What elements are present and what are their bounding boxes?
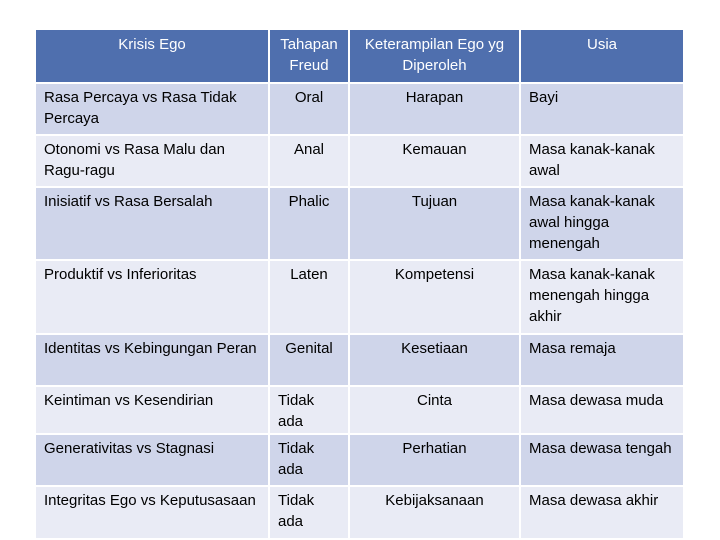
table-row <box>36 486 684 539</box>
cell-krisis-ego: Identitas vs Kebingungan Peran <box>36 334 269 386</box>
header-keterampilan-ego: Keterampilan Ego yg Diperoleh <box>349 30 520 83</box>
cell-tahapan-freud: Tidak ada <box>269 386 349 434</box>
cell-keterampilan-ego: Kesetiaan <box>349 334 520 386</box>
cell-usia: Masa dewasa akhir <box>520 486 684 539</box>
table-row <box>36 386 684 434</box>
cell-krisis-ego: Keintiman vs Kesendirian <box>36 386 269 434</box>
cell-keterampilan-ego: Tujuan <box>349 187 520 260</box>
cell-usia: Masa dewasa tengah <box>520 434 684 486</box>
cell-keterampilan-ego: Kemauan <box>349 135 520 187</box>
cell-usia: Bayi <box>520 83 684 135</box>
cell-krisis-ego: Otonomi vs Rasa Malu dan Ragu-ragu <box>36 135 269 187</box>
cell-tahapan-freud: Phalic <box>269 187 349 260</box>
cell-usia: Masa dewasa muda <box>520 386 684 434</box>
table-row <box>36 434 684 486</box>
cell-usia: Masa kanak-kanak awal <box>520 135 684 187</box>
table-row <box>36 135 684 187</box>
table-row <box>36 83 684 135</box>
cell-keterampilan-ego: Kebijaksanaan <box>349 486 520 539</box>
cell-tahapan-freud: Tidak ada <box>269 434 349 486</box>
header-tahapan-freud: Tahapan Freud <box>269 30 349 83</box>
cell-usia: Masa kanak-kanak awal hingga menengah <box>520 187 684 260</box>
header-row <box>36 30 684 83</box>
cell-keterampilan-ego: Cinta <box>349 386 520 434</box>
cell-krisis-ego: Generativitas vs Stagnasi <box>36 434 269 486</box>
cell-tahapan-freud: Oral <box>269 83 349 135</box>
header-usia: Usia <box>520 30 684 83</box>
cell-tahapan-freud: Laten <box>269 260 349 334</box>
cell-krisis-ego: Produktif vs Inferioritas <box>36 260 269 334</box>
cell-krisis-ego: Integritas Ego vs Keputusasaan <box>36 486 269 539</box>
table-row <box>36 187 684 260</box>
cell-tahapan-freud: Anal <box>269 135 349 187</box>
cell-keterampilan-ego: Harapan <box>349 83 520 135</box>
cell-tahapan-freud: Tidak ada <box>269 486 349 539</box>
cell-usia: Masa remaja <box>520 334 684 386</box>
cell-krisis-ego: Inisiatif vs Rasa Bersalah <box>36 187 269 260</box>
cell-krisis-ego: Rasa Percaya vs Rasa Tidak Percaya <box>36 83 269 135</box>
ego-crisis-table <box>36 30 685 540</box>
header-krisis-ego: Krisis Ego <box>36 30 269 83</box>
cell-tahapan-freud: Genital <box>269 334 349 386</box>
cell-keterampilan-ego: Kompetensi <box>349 260 520 334</box>
cell-keterampilan-ego: Perhatian <box>349 434 520 486</box>
cell-usia: Masa kanak-kanak menengah hingga akhir <box>520 260 684 334</box>
table-row <box>36 260 684 334</box>
table-row <box>36 334 684 386</box>
